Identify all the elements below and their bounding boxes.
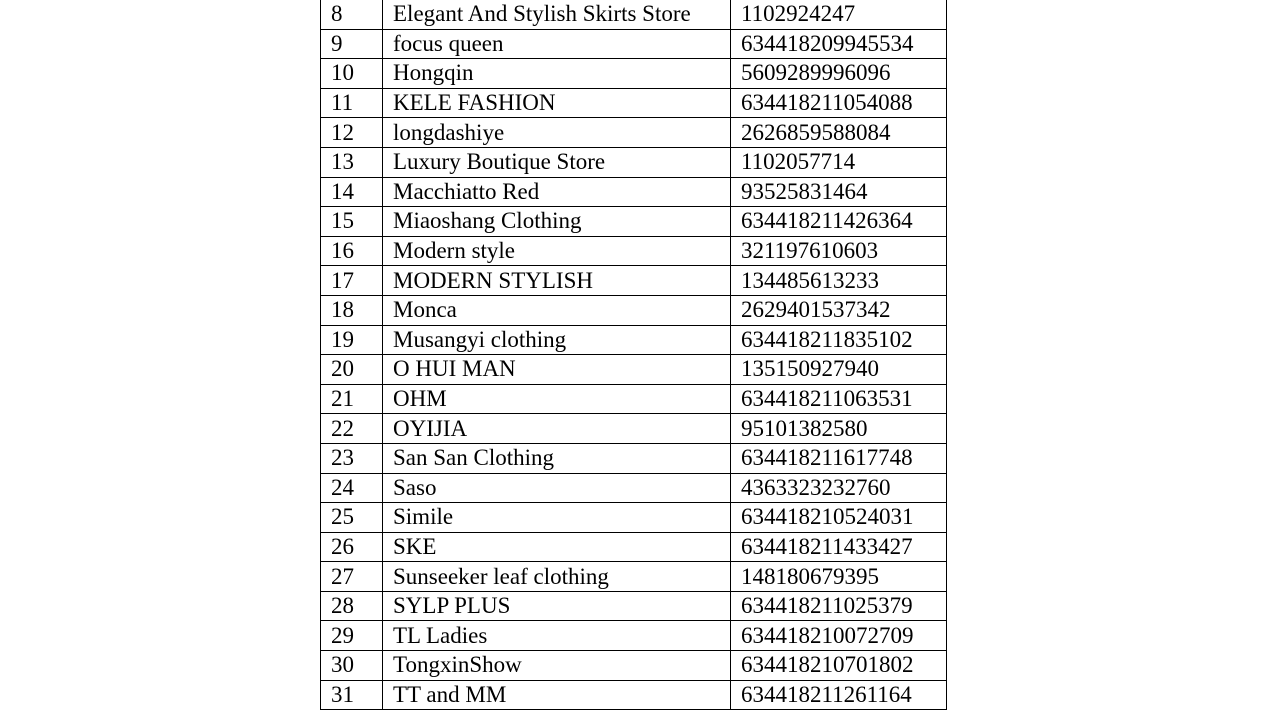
store-name-cell: Monca <box>383 295 731 325</box>
row-number-cell: 27 <box>321 562 383 592</box>
table-row <box>321 562 947 592</box>
store-name-cell: SKE <box>383 532 731 562</box>
row-number-cell: 15 <box>321 207 383 237</box>
row-number-cell: 17 <box>321 266 383 296</box>
row-number-cell: 23 <box>321 443 383 473</box>
row-number-cell: 12 <box>321 118 383 148</box>
store-name-cell: Simile <box>383 503 731 533</box>
table-row <box>321 325 947 355</box>
store-name-cell: OHM <box>383 384 731 414</box>
table-row <box>321 680 947 710</box>
row-number-cell: 11 <box>321 88 383 118</box>
store-name-cell: Luxury Boutique Store <box>383 147 731 177</box>
store-id-cell: 634418211433427 <box>731 532 947 562</box>
store-id-cell: 634418211261164 <box>731 680 947 710</box>
store-name-cell: O HUI MAN <box>383 355 731 385</box>
store-name-cell: MODERN STYLISH <box>383 266 731 296</box>
row-number-cell: 24 <box>321 473 383 503</box>
store-id-cell: 95101382580 <box>731 414 947 444</box>
table-row <box>321 147 947 177</box>
store-id-cell: 634418211025379 <box>731 591 947 621</box>
store-name-cell: Miaoshang Clothing <box>383 207 731 237</box>
store-name-cell: Elegant And Stylish Skirts Store <box>383 0 731 29</box>
store-name-cell: Saso <box>383 473 731 503</box>
table-row <box>321 29 947 59</box>
table-row <box>321 355 947 385</box>
store-name-cell: Macchiatto Red <box>383 177 731 207</box>
row-number-cell: 10 <box>321 59 383 89</box>
store-id-cell: 634418211835102 <box>731 325 947 355</box>
store-id-cell: 634418210524031 <box>731 503 947 533</box>
store-name-cell: KELE FASHION <box>383 88 731 118</box>
table-row <box>321 118 947 148</box>
store-id-cell: 1102057714 <box>731 147 947 177</box>
table-row <box>321 88 947 118</box>
row-number-cell: 21 <box>321 384 383 414</box>
table-row <box>321 503 947 533</box>
row-number-cell: 31 <box>321 680 383 710</box>
row-number-cell: 28 <box>321 591 383 621</box>
store-id-cell: 634418211426364 <box>731 207 947 237</box>
row-number-cell: 22 <box>321 414 383 444</box>
table-row <box>321 532 947 562</box>
store-id-cell: 134485613233 <box>731 266 947 296</box>
store-id-cell: 634418210072709 <box>731 621 947 651</box>
store-table-body <box>321 0 947 710</box>
table-row <box>321 207 947 237</box>
row-number-cell: 9 <box>321 29 383 59</box>
table-row <box>321 236 947 266</box>
store-name-cell: Modern style <box>383 236 731 266</box>
store-name-cell: focus queen <box>383 29 731 59</box>
table-row <box>321 0 947 29</box>
table-row <box>321 266 947 296</box>
row-number-cell: 29 <box>321 621 383 651</box>
store-name-cell: San San Clothing <box>383 443 731 473</box>
row-number-cell: 20 <box>321 355 383 385</box>
store-id-cell: 93525831464 <box>731 177 947 207</box>
store-name-cell: SYLP PLUS <box>383 591 731 621</box>
store-id-cell: 634418209945534 <box>731 29 947 59</box>
store-table <box>320 0 947 710</box>
row-number-cell: 30 <box>321 651 383 681</box>
table-row <box>321 473 947 503</box>
store-id-cell: 5609289996096 <box>731 59 947 89</box>
store-name-cell: TL Ladies <box>383 621 731 651</box>
row-number-cell: 14 <box>321 177 383 207</box>
table-row <box>321 384 947 414</box>
table-row <box>321 295 947 325</box>
store-id-cell: 634418211063531 <box>731 384 947 414</box>
row-number-cell: 16 <box>321 236 383 266</box>
table-row <box>321 651 947 681</box>
table-row <box>321 443 947 473</box>
store-name-cell: Musangyi clothing <box>383 325 731 355</box>
store-name-cell: OYIJIA <box>383 414 731 444</box>
store-name-cell: Sunseeker leaf clothing <box>383 562 731 592</box>
table-row <box>321 414 947 444</box>
row-number-cell: 18 <box>321 295 383 325</box>
store-id-cell: 634418211617748 <box>731 443 947 473</box>
row-number-cell: 26 <box>321 532 383 562</box>
store-id-cell: 634418210701802 <box>731 651 947 681</box>
store-name-cell: Hongqin <box>383 59 731 89</box>
row-number-cell: 13 <box>321 147 383 177</box>
store-name-cell: TT and MM <box>383 680 731 710</box>
store-id-cell: 135150927940 <box>731 355 947 385</box>
store-id-cell: 2629401537342 <box>731 295 947 325</box>
store-id-cell: 148180679395 <box>731 562 947 592</box>
store-id-cell: 4363323232760 <box>731 473 947 503</box>
table-row <box>321 177 947 207</box>
row-number-cell: 8 <box>321 0 383 29</box>
row-number-cell: 19 <box>321 325 383 355</box>
store-id-cell: 321197610603 <box>731 236 947 266</box>
store-id-cell: 2626859588084 <box>731 118 947 148</box>
store-name-cell: TongxinShow <box>383 651 731 681</box>
table-row <box>321 591 947 621</box>
store-id-cell: 1102924247 <box>731 0 947 29</box>
store-id-cell: 634418211054088 <box>731 88 947 118</box>
table-row <box>321 621 947 651</box>
table-row <box>321 59 947 89</box>
store-name-cell: longdashiye <box>383 118 731 148</box>
row-number-cell: 25 <box>321 503 383 533</box>
